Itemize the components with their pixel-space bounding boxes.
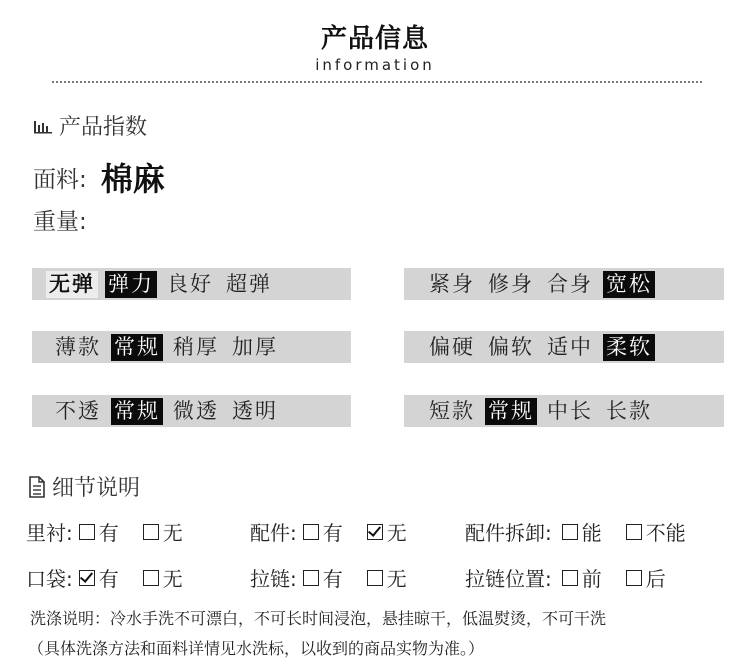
- softness-option: 偏软: [488, 334, 534, 359]
- elasticity-bar: [32, 268, 351, 300]
- zipper-row: [250, 563, 407, 592]
- accessories-yes-label: 有: [322, 521, 343, 545]
- transparency-option: 不透: [55, 398, 101, 423]
- accessories-no-label: 无: [386, 521, 407, 545]
- weight-row: [33, 203, 87, 236]
- zipper-position-row: [465, 563, 666, 592]
- length-option: 中长: [547, 398, 593, 423]
- zipper-yes-label: 有: [322, 567, 343, 591]
- accessories-no-checkbox[interactable]: [367, 524, 383, 540]
- pockets-row: [26, 563, 183, 592]
- fit-option: 修身: [488, 271, 534, 296]
- pockets-no-checkbox[interactable]: [143, 570, 159, 586]
- details-section-title: 细节说明: [52, 476, 141, 501]
- transparency-option-selected: 常规: [111, 398, 163, 425]
- index-section-heading: [33, 110, 147, 141]
- length-option-selected: 常规: [485, 398, 537, 425]
- zipper-back-checkbox[interactable]: [626, 570, 642, 586]
- detachable-label: 配件拆卸:: [465, 521, 552, 545]
- length-bar: [404, 395, 724, 427]
- lining-no-label: 无: [162, 521, 183, 545]
- fit-option: 合身: [547, 271, 593, 296]
- pockets-yes-checkbox[interactable]: [79, 570, 95, 586]
- zipper-label: 拉链:: [250, 567, 297, 591]
- transparency-bar: [32, 395, 351, 427]
- fit-option: 紧身: [429, 271, 475, 296]
- details-section-heading: [28, 471, 140, 502]
- accessories-yes-checkbox[interactable]: [303, 524, 319, 540]
- detachable-no-label: 不能: [645, 521, 686, 545]
- divider: [52, 81, 702, 83]
- elasticity-option: 良好: [167, 271, 213, 296]
- thickness-bar: [32, 331, 351, 363]
- elasticity-option: 无弹: [46, 271, 98, 298]
- softness-option: 偏硬: [429, 334, 475, 359]
- fabric-label: 面料:: [33, 166, 87, 193]
- length-option: 长款: [606, 398, 652, 423]
- transparency-option: 透明: [232, 398, 278, 423]
- thickness-option: 薄款: [55, 334, 101, 359]
- page-subtitle: information: [315, 56, 435, 74]
- lining-label: 里衬:: [26, 521, 73, 545]
- length-option: 短款: [429, 398, 475, 423]
- thickness-option-selected: 常规: [111, 334, 163, 361]
- zipper-no-checkbox[interactable]: [367, 570, 383, 586]
- index-section-title: 产品指数: [59, 115, 148, 140]
- detachable-yes-checkbox[interactable]: [562, 524, 578, 540]
- lining-row: [26, 517, 183, 546]
- softness-bar: [404, 331, 724, 363]
- detachable-row: [465, 517, 686, 546]
- zipper-no-label: 无: [386, 567, 407, 591]
- zipper-front-label: 前: [581, 567, 602, 591]
- elasticity-option: 超弹: [226, 271, 272, 296]
- bar-chart-icon: [33, 118, 53, 134]
- weight-label: 重量:: [33, 209, 87, 235]
- page-title: 产品信息: [320, 24, 429, 54]
- washing-instructions: 洗涤说明：冷水手洗不可漂白，不可长时间浸泡，悬挂晾干，低温熨烫，不可干洗: [30, 609, 607, 628]
- pockets-no-label: 无: [162, 567, 183, 591]
- washing-note: （具体洗涤方法和面料详情见水洗标，以收到的商品实物为准。）: [28, 639, 485, 658]
- zipper-yes-checkbox[interactable]: [303, 570, 319, 586]
- thickness-option: 稍厚: [173, 334, 219, 359]
- detachable-no-checkbox[interactable]: [626, 524, 642, 540]
- fabric-value: 棉麻: [100, 160, 165, 198]
- pockets-yes-label: 有: [98, 567, 119, 591]
- accessories-row: [250, 517, 407, 546]
- fit-option-selected: 宽松: [603, 271, 655, 298]
- detachable-yes-label: 能: [581, 521, 602, 545]
- softness-option: 适中: [547, 334, 593, 359]
- transparency-option: 微透: [173, 398, 219, 423]
- elasticity-option-selected: 弹力: [105, 271, 157, 298]
- zipper-position-label: 拉链位置:: [465, 567, 552, 591]
- fit-bar: [404, 268, 724, 300]
- lining-yes-label: 有: [98, 521, 119, 545]
- zipper-back-label: 后: [645, 567, 666, 591]
- document-icon: [28, 476, 46, 498]
- zipper-front-checkbox[interactable]: [562, 570, 578, 586]
- fabric-row: [33, 154, 165, 200]
- pockets-label: 口袋:: [26, 567, 73, 591]
- thickness-option: 加厚: [232, 334, 278, 359]
- softness-option-selected: 柔软: [603, 334, 655, 361]
- accessories-label: 配件:: [250, 521, 297, 545]
- lining-yes-checkbox[interactable]: [79, 524, 95, 540]
- lining-no-checkbox[interactable]: [143, 524, 159, 540]
